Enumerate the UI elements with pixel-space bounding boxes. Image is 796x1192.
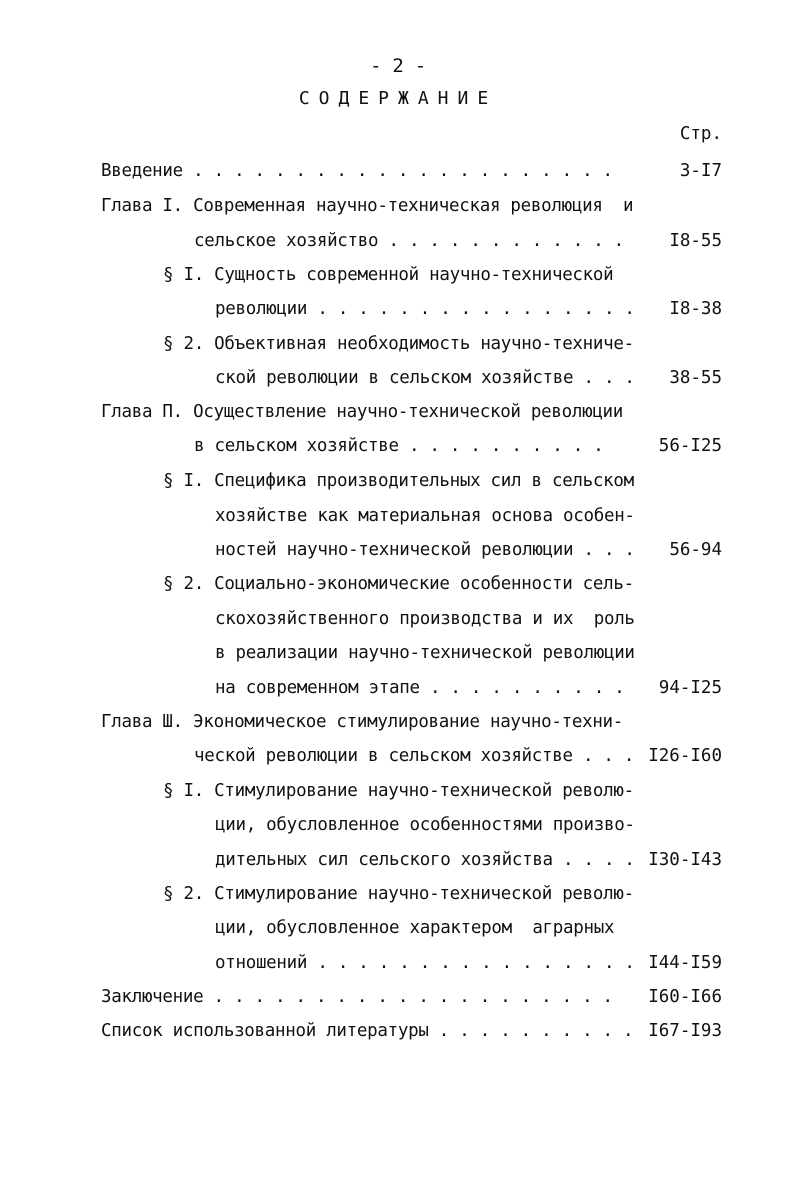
toc-entry-text: Глава Ш. Экономическое стимулирование научно-техни- [101, 712, 624, 732]
toc-entry-text: ции, обусловленное особенностями произво- [215, 815, 635, 835]
toc-entry-text: Введение . . . . . . . . . . . . . . . . . . . . . [101, 161, 613, 181]
toc-entry-text: скохозяйственного производства и их роль [215, 609, 635, 629]
toc-entry-text: § 2. Социально-экономические особенности сель- [163, 574, 634, 594]
toc-entry-text: Список использованной литературы . . . . . . . . . . [101, 1021, 634, 1041]
toc-entry-text: Глава П. Осуществление научно-технической революции [101, 402, 624, 422]
toc-entry-text: в сельском хозяйстве . . . . . . . . . . [194, 436, 604, 456]
toc-entry-text: § 2. Объективная необходимость научно-техниче- [163, 334, 634, 354]
toc-entry-text: ской революции в сельском хозяйстве . . . [215, 368, 635, 388]
toc-entry-text: § I. Стимулирование научно-технической револю- [163, 781, 634, 801]
toc-entry-pages: I8-55 [669, 231, 722, 251]
toc-entry-text: хозяйстве как материальная основа особен- [215, 506, 635, 526]
toc-entry-pages: I67-I93 [648, 1021, 722, 1041]
toc-entry-pages: 56-94 [669, 540, 722, 560]
toc-entry-text: на современном этапе . . . . . . . . . . [215, 678, 625, 698]
page-number: - 2 - [370, 55, 426, 77]
toc-entry-pages: I26-I60 [648, 746, 722, 766]
toc-entry-text: § 2. Стимулирование научно-технической револю- [163, 884, 634, 904]
toc-entry-pages: I60-I66 [648, 987, 722, 1007]
page-column-label: Стр. [679, 124, 722, 144]
toc-entry-pages: I30-I43 [648, 850, 722, 870]
toc-entry-pages: 38-55 [669, 368, 722, 388]
toc-entry-pages: 3-I7 [679, 161, 722, 181]
toc-entry-text: ческой революции в сельском хозяйстве . . . [194, 746, 635, 766]
toc-entry-pages: I8-38 [669, 299, 722, 319]
toc-entry-text: отношений . . . . . . . . . . . . . . . . [215, 953, 635, 973]
toc-entry-pages: I44-I59 [648, 953, 722, 973]
toc-entry-text: дительных сил сельского хозяйства . . . . [215, 850, 635, 870]
toc-entry-text: в реализации научно-технической революции [215, 643, 635, 663]
toc-entry-text: сельское хозяйство . . . . . . . . . . . . [194, 231, 624, 251]
toc-entry-text: Заключение . . . . . . . . . . . . . . . . . . . . [101, 987, 613, 1007]
toc-entry-text: Глава I. Современная научно-техническая революция и [101, 196, 634, 216]
toc-title: СОДЕРЖАНИЕ [298, 88, 498, 109]
toc-entry-text: ции, обусловленное характером аграрных [215, 918, 615, 938]
toc-entry-text: § I. Сущность современной научно-технической [163, 265, 614, 285]
toc-entry-pages: 56-I25 [658, 436, 722, 456]
toc-entry-text: § I. Специфика производительных сил в сельском [163, 471, 634, 491]
toc-entry-pages: 94-I25 [658, 678, 722, 698]
toc-entry-text: революции . . . . . . . . . . . . . . . . [215, 299, 635, 319]
toc-entry-text: ностей научно-технической революции . . . [215, 540, 635, 560]
